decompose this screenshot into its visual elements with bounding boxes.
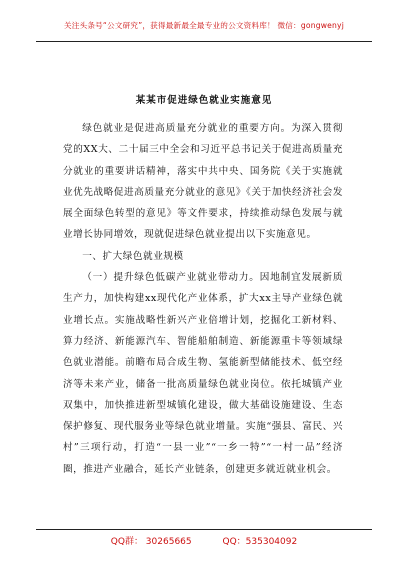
header-divider bbox=[36, 41, 372, 42]
header-banner: 关注头条号“公文研究”，获得最新最全最专业的公文资料库！ 微信：gongwenyj bbox=[63, 21, 345, 30]
document-body bbox=[63, 118, 343, 480]
document-title: 某某市促进绿色就业实施意见 bbox=[135, 95, 273, 106]
section-paragraph: （一）提升绿色低碳产业就业带动力。因地制宜发展新质生产力，加快构建xx现代化产业体系，扩大xx主导产业绿色就业增长点。实施战略性新兴产业倍增计划，挖掘化工新材料、算力经济、新能源汽车、智能船舶制造、新能源重卡等领域绿色就业潜能。前瞻布局合成生物、氢能新型储能技术、低空经济等未来产业，储备一批高质量绿色就业岗位。依托城镇产业双集中，加快推进新型城镇化建设，做大基础设施建设、生态保护修复、现代服务业等绿色就业增量。实施“强县、富民、兴村”三项行动，打造“一县一业”“一乡一特”“一村一品”经济圈，推进产业融合，延长产业链条，创建更多就近就业机会。 bbox=[63, 272, 343, 475]
section-heading: 一、扩大绿色就业规模 bbox=[82, 250, 184, 262]
footer-divider bbox=[36, 529, 372, 530]
footer-qq-group: QQ群： 30265665 bbox=[110, 537, 192, 547]
footer-contact bbox=[0, 534, 408, 547]
footer-qq: QQ：535304092 bbox=[222, 537, 298, 547]
intro-paragraph: 绿色就业是促进高质量充分就业的重要方向。为深入贯彻党的XX大、二十届三中全会和习近平总书记关于促进高质量充分就业的重要讲话精神，落实中共中央、国务院《关于实施就业优先战略促进高质量充分就业的意见》《关于加快经济社会发展全面绿色转型的意见》等文件要求，持续推动绿色发展与就业增长协同增效，现就促进绿色就业提出以下实施意见。 bbox=[63, 123, 343, 241]
